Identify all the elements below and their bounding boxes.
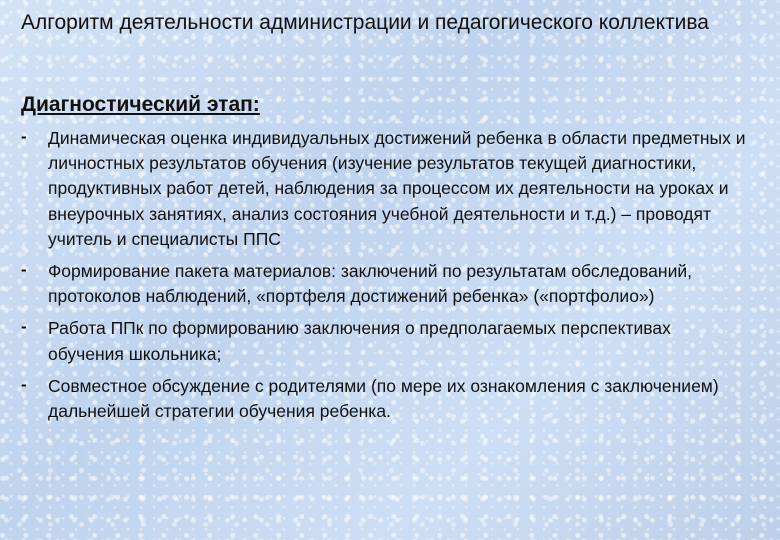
list-item xyxy=(21,126,751,252)
list-item xyxy=(21,259,751,309)
slide-title: Алгоритм деятельности администрации и педагогического коллектива xyxy=(21,11,709,34)
list-item xyxy=(21,316,751,366)
dash-bullet-icon: - xyxy=(21,374,27,394)
list-item xyxy=(21,374,751,424)
section-heading: Диагностический этап: xyxy=(21,93,260,116)
list-item-text: Совместное обсуждение с родителями (по мере их ознакомления с заключением) дальнейшей стратегии обучения ребенка. xyxy=(48,375,719,422)
list-item-text: Формирование пакета материалов: заключений по результатам обследований, протоколов наблюдений, «портфеля достижений ребенка» («портфолио») xyxy=(48,261,692,307)
dash-bullet-icon: - xyxy=(21,260,27,280)
list-item-text: Динамическая оценка индивидуальных достижений ребенка в области предметных и личностных результатов обучения (изучение результатов текущей диагностики, продуктивных работ детей, наблюдения за процессом их деятельности на уроках и внеурочных занятиях, анализ состояния учебной деятельности и т.д.) – проводят учитель и специалисты ППС xyxy=(48,128,746,249)
dash-bullet-icon: - xyxy=(21,317,27,337)
dash-bullet-icon: - xyxy=(21,127,27,146)
list-item-text: Работа ППк по формированию заключения о предполагаемых перспективах обучения школьника; xyxy=(48,318,671,364)
bullet-list xyxy=(21,126,751,431)
